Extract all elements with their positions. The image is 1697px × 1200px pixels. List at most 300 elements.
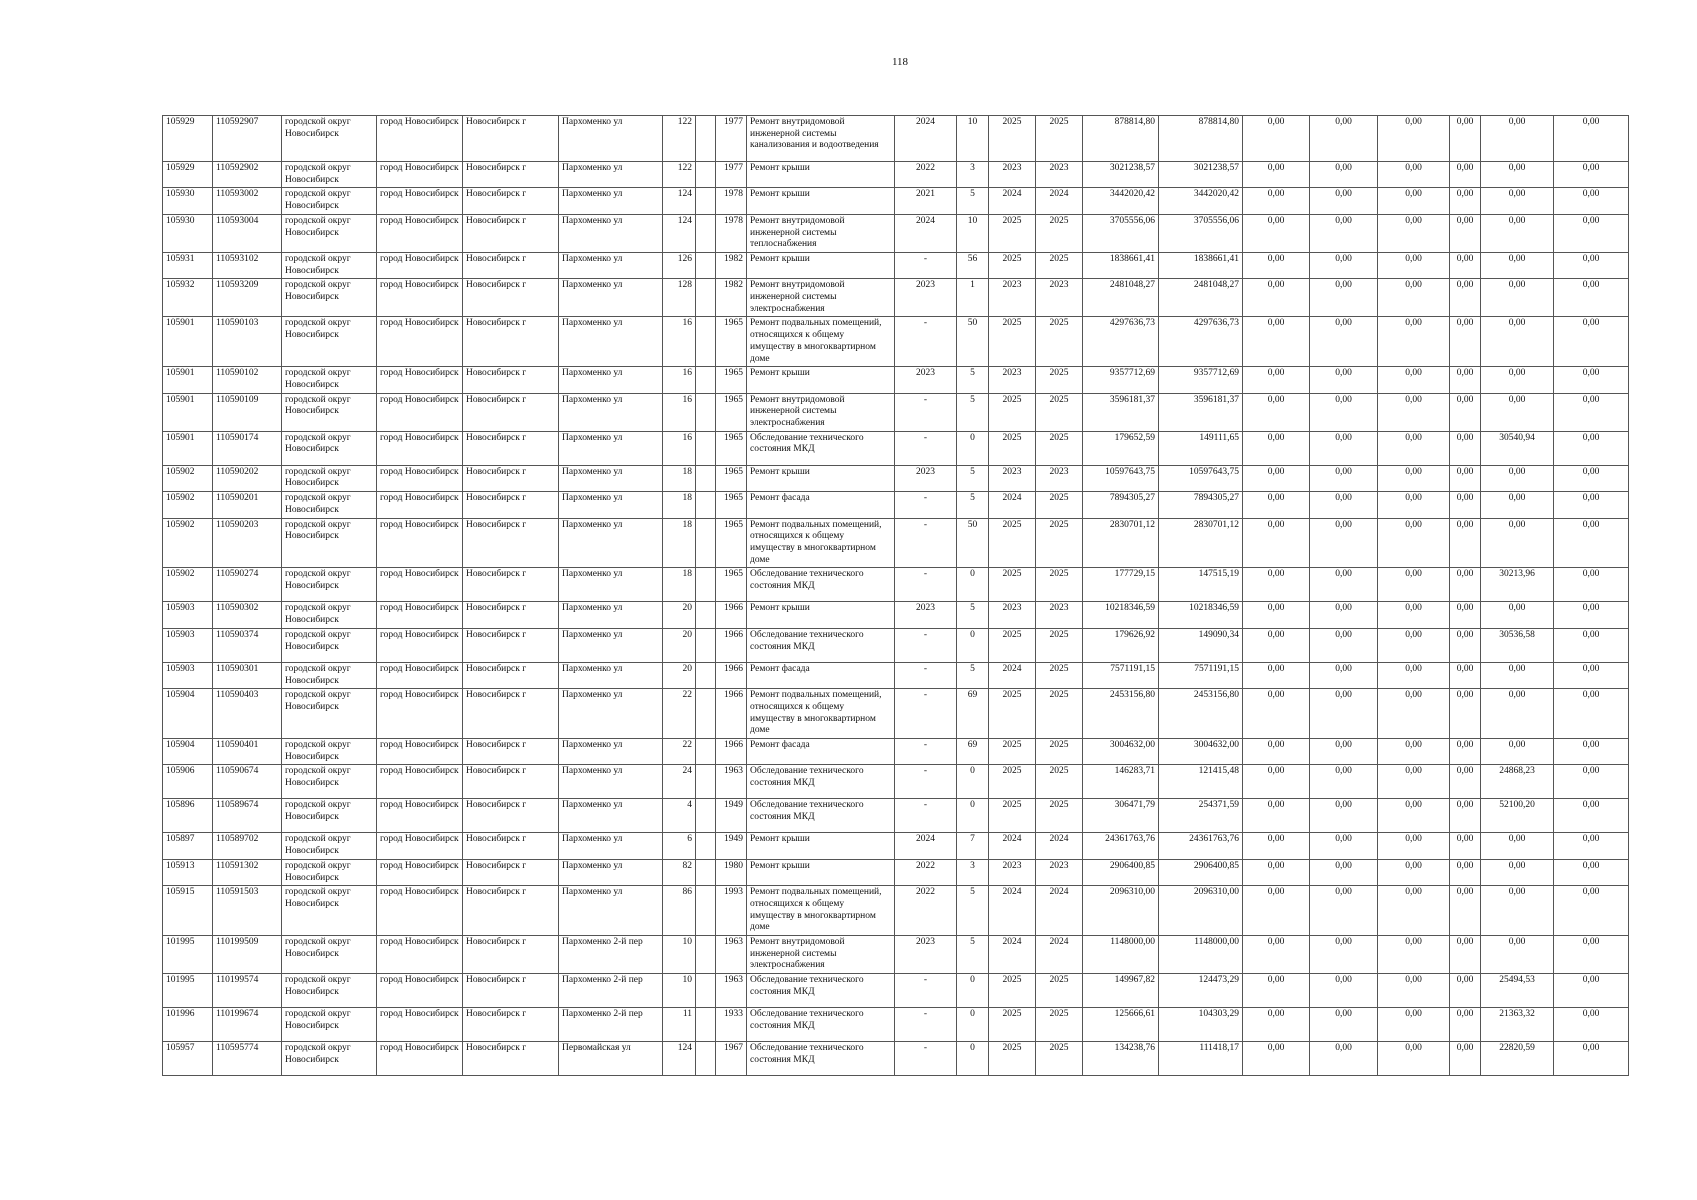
fund-amount-cell: 3004632,00 [1159, 739, 1243, 765]
build-year-cell: 1966 [716, 602, 747, 628]
work-code-cell: 110590102 [213, 367, 282, 393]
amount-col-4-cell: 0,00 [1450, 859, 1481, 885]
work-code-cell: 110590203 [213, 518, 282, 568]
settlement-cell: город Новосибирск [377, 188, 463, 214]
district-cell: городской округ Новосибирск [282, 317, 377, 367]
year-end-cell: 2024 [1036, 188, 1083, 214]
work-type-cell: Обследование технического состояния МКД [747, 765, 895, 799]
city-cell: Новосибирск г [463, 252, 559, 278]
row-id-cell: 105913 [163, 859, 213, 885]
year-start-cell: 2024 [989, 936, 1036, 974]
wear-cell: 5 [957, 886, 989, 936]
amount-col-5-cell: 21363,32 [1481, 1008, 1554, 1042]
year-planned-cell: - [895, 628, 957, 662]
year-end-cell: 2025 [1036, 799, 1083, 833]
work-code-cell: 110593209 [213, 279, 282, 317]
district-cell: городской округ Новосибирск [282, 518, 377, 568]
amount-col-6-cell: 0,00 [1554, 799, 1629, 833]
build-year-cell: 1977 [716, 116, 747, 162]
year-planned-cell: 2023 [895, 602, 957, 628]
blank-cell [696, 162, 716, 188]
city-cell: Новосибирск г [463, 739, 559, 765]
fund-amount-cell: 3442020,42 [1159, 188, 1243, 214]
blank-cell [696, 886, 716, 936]
amount-col-4-cell: 0,00 [1450, 689, 1481, 739]
total-cost-cell: 306471,79 [1083, 799, 1159, 833]
amount-col-2-cell: 0,00 [1310, 568, 1378, 602]
city-cell: Новосибирск г [463, 689, 559, 739]
amount-col-3-cell: 0,00 [1378, 662, 1450, 688]
amount-col-3-cell: 0,00 [1378, 739, 1450, 765]
city-cell: Новосибирск г [463, 1008, 559, 1042]
fund-amount-cell: 3021238,57 [1159, 162, 1243, 188]
table-row [163, 628, 1629, 662]
amount-col-2-cell: 0,00 [1310, 859, 1378, 885]
year-planned-cell: - [895, 689, 957, 739]
table-row [163, 799, 1629, 833]
amount-col-4-cell: 0,00 [1450, 1008, 1481, 1042]
year-start-cell: 2025 [989, 568, 1036, 602]
build-year-cell: 1982 [716, 279, 747, 317]
settlement-cell: город Новосибирск [377, 116, 463, 162]
amount-col-1-cell: 0,00 [1243, 765, 1310, 799]
year-start-cell: 2025 [989, 214, 1036, 252]
amount-col-4-cell: 0,00 [1450, 116, 1481, 162]
table-row [163, 214, 1629, 252]
blank-cell [696, 859, 716, 885]
street-cell: Пархоменко ул [559, 393, 663, 431]
street-cell: Пархоменко ул [559, 739, 663, 765]
amount-col-5-cell: 0,00 [1481, 602, 1554, 628]
table-row [163, 431, 1629, 465]
city-cell: Новосибирск г [463, 1042, 559, 1076]
district-cell: городской округ Новосибирск [282, 568, 377, 602]
wear-cell: 56 [957, 252, 989, 278]
city-cell: Новосибирск г [463, 492, 559, 518]
city-cell: Новосибирск г [463, 662, 559, 688]
house-number-cell: 16 [663, 393, 696, 431]
amount-col-1-cell: 0,00 [1243, 431, 1310, 465]
house-number-cell: 124 [663, 188, 696, 214]
fund-amount-cell: 1838661,41 [1159, 252, 1243, 278]
table-row [163, 859, 1629, 885]
amount-col-2-cell: 0,00 [1310, 116, 1378, 162]
total-cost-cell: 1148000,00 [1083, 936, 1159, 974]
work-type-cell: Обследование технического состояния МКД [747, 431, 895, 465]
work-code-cell: 110590202 [213, 465, 282, 491]
year-start-cell: 2023 [989, 279, 1036, 317]
table-row [163, 317, 1629, 367]
district-cell: городской округ Новосибирск [282, 936, 377, 974]
amount-col-1-cell: 0,00 [1243, 739, 1310, 765]
table-row [163, 518, 1629, 568]
amount-col-3-cell: 0,00 [1378, 799, 1450, 833]
house-number-cell: 16 [663, 317, 696, 367]
work-code-cell: 110590109 [213, 393, 282, 431]
build-year-cell: 1963 [716, 936, 747, 974]
amount-col-5-cell: 0,00 [1481, 279, 1554, 317]
district-cell: городской округ Новосибирск [282, 886, 377, 936]
amount-col-3-cell: 0,00 [1378, 492, 1450, 518]
build-year-cell: 1949 [716, 799, 747, 833]
settlement-cell: город Новосибирск [377, 974, 463, 1008]
amount-col-6-cell: 0,00 [1554, 252, 1629, 278]
amount-col-4-cell: 0,00 [1450, 799, 1481, 833]
amount-col-3-cell: 0,00 [1378, 518, 1450, 568]
house-number-cell: 24 [663, 765, 696, 799]
fund-amount-cell: 3596181,37 [1159, 393, 1243, 431]
wear-cell: 69 [957, 689, 989, 739]
amount-col-6-cell: 0,00 [1554, 367, 1629, 393]
total-cost-cell: 3596181,37 [1083, 393, 1159, 431]
year-start-cell: 2023 [989, 367, 1036, 393]
row-id-cell: 105915 [163, 886, 213, 936]
year-start-cell: 2025 [989, 1042, 1036, 1076]
amount-col-1-cell: 0,00 [1243, 518, 1310, 568]
amount-col-2-cell: 0,00 [1310, 739, 1378, 765]
street-cell: Пархоменко ул [559, 252, 663, 278]
amount-col-6-cell: 0,00 [1554, 317, 1629, 367]
fund-amount-cell: 121415,48 [1159, 765, 1243, 799]
work-code-cell: 110592902 [213, 162, 282, 188]
row-id-cell: 105904 [163, 739, 213, 765]
year-start-cell: 2023 [989, 465, 1036, 491]
amount-col-6-cell: 0,00 [1554, 689, 1629, 739]
amount-col-3-cell: 0,00 [1378, 936, 1450, 974]
amount-col-3-cell: 0,00 [1378, 568, 1450, 602]
settlement-cell: город Новосибирск [377, 765, 463, 799]
amount-col-6-cell: 0,00 [1554, 833, 1629, 859]
wear-cell: 1 [957, 279, 989, 317]
year-end-cell: 2025 [1036, 492, 1083, 518]
amount-col-2-cell: 0,00 [1310, 1042, 1378, 1076]
fund-amount-cell: 104303,29 [1159, 1008, 1243, 1042]
row-id-cell: 101995 [163, 974, 213, 1008]
table-row [163, 188, 1629, 214]
total-cost-cell: 2906400,85 [1083, 859, 1159, 885]
year-start-cell: 2025 [989, 518, 1036, 568]
row-id-cell: 105929 [163, 162, 213, 188]
row-id-cell: 105903 [163, 662, 213, 688]
year-start-cell: 2025 [989, 799, 1036, 833]
house-number-cell: 20 [663, 662, 696, 688]
amount-col-4-cell: 0,00 [1450, 431, 1481, 465]
amount-col-4-cell: 0,00 [1450, 568, 1481, 602]
settlement-cell: город Новосибирск [377, 431, 463, 465]
amount-col-2-cell: 0,00 [1310, 367, 1378, 393]
blank-cell [696, 602, 716, 628]
city-cell: Новосибирск г [463, 162, 559, 188]
wear-cell: 5 [957, 492, 989, 518]
house-number-cell: 20 [663, 602, 696, 628]
house-number-cell: 128 [663, 279, 696, 317]
amount-col-4-cell: 0,00 [1450, 974, 1481, 1008]
house-number-cell: 126 [663, 252, 696, 278]
work-type-cell: Ремонт подвальных помещений, относящихся к общему имуществу в многоквартирном доме [747, 317, 895, 367]
table-row [163, 568, 1629, 602]
amount-col-1-cell: 0,00 [1243, 492, 1310, 518]
table-row [163, 886, 1629, 936]
build-year-cell: 1978 [716, 214, 747, 252]
city-cell: Новосибирск г [463, 279, 559, 317]
amount-col-2-cell: 0,00 [1310, 518, 1378, 568]
city-cell: Новосибирск г [463, 628, 559, 662]
total-cost-cell: 2830701,12 [1083, 518, 1159, 568]
work-type-cell: Обследование технического состояния МКД [747, 1042, 895, 1076]
build-year-cell: 1966 [716, 662, 747, 688]
district-cell: городской округ Новосибирск [282, 833, 377, 859]
wear-cell: 10 [957, 116, 989, 162]
build-year-cell: 1965 [716, 518, 747, 568]
work-type-cell: Ремонт фасада [747, 662, 895, 688]
year-planned-cell: - [895, 1042, 957, 1076]
amount-col-6-cell: 0,00 [1554, 188, 1629, 214]
year-planned-cell: - [895, 662, 957, 688]
amount-col-3-cell: 0,00 [1378, 188, 1450, 214]
amount-col-4-cell: 0,00 [1450, 252, 1481, 278]
table-row [163, 367, 1629, 393]
settlement-cell: город Новосибирск [377, 492, 463, 518]
amount-col-1-cell: 0,00 [1243, 465, 1310, 491]
street-cell: Пархоменко ул [559, 662, 663, 688]
amount-col-2-cell: 0,00 [1310, 628, 1378, 662]
build-year-cell: 1965 [716, 465, 747, 491]
settlement-cell: город Новосибирск [377, 799, 463, 833]
district-cell: городской округ Новосибирск [282, 492, 377, 518]
district-cell: городской округ Новосибирск [282, 689, 377, 739]
fund-amount-cell: 878814,80 [1159, 116, 1243, 162]
house-number-cell: 18 [663, 568, 696, 602]
work-code-cell: 110595774 [213, 1042, 282, 1076]
district-cell: городской округ Новосибирск [282, 602, 377, 628]
house-number-cell: 124 [663, 1042, 696, 1076]
amount-col-1-cell: 0,00 [1243, 886, 1310, 936]
amount-col-5-cell: 0,00 [1481, 252, 1554, 278]
blank-cell [696, 833, 716, 859]
amount-col-3-cell: 0,00 [1378, 974, 1450, 1008]
table-row [163, 116, 1629, 162]
year-end-cell: 2025 [1036, 1008, 1083, 1042]
district-cell: городской округ Новосибирск [282, 739, 377, 765]
work-code-cell: 110593002 [213, 188, 282, 214]
work-type-cell: Ремонт фасада [747, 739, 895, 765]
year-start-cell: 2024 [989, 886, 1036, 936]
amount-col-6-cell: 0,00 [1554, 162, 1629, 188]
year-planned-cell: 2023 [895, 465, 957, 491]
amount-col-1-cell: 0,00 [1243, 799, 1310, 833]
table-row [163, 974, 1629, 1008]
house-number-cell: 10 [663, 974, 696, 1008]
total-cost-cell: 2481048,27 [1083, 279, 1159, 317]
settlement-cell: город Новосибирск [377, 1042, 463, 1076]
settlement-cell: город Новосибирск [377, 662, 463, 688]
amount-col-6-cell: 0,00 [1554, 568, 1629, 602]
table-row [163, 162, 1629, 188]
amount-col-2-cell: 0,00 [1310, 886, 1378, 936]
amount-col-4-cell: 0,00 [1450, 367, 1481, 393]
build-year-cell: 1967 [716, 1042, 747, 1076]
year-end-cell: 2025 [1036, 367, 1083, 393]
amount-col-5-cell: 30540,94 [1481, 431, 1554, 465]
row-id-cell: 105904 [163, 689, 213, 739]
house-number-cell: 18 [663, 492, 696, 518]
year-planned-cell: 2023 [895, 367, 957, 393]
amount-col-1-cell: 0,00 [1243, 214, 1310, 252]
settlement-cell: город Новосибирск [377, 252, 463, 278]
build-year-cell: 1993 [716, 886, 747, 936]
amount-col-2-cell: 0,00 [1310, 689, 1378, 739]
year-start-cell: 2025 [989, 431, 1036, 465]
house-number-cell: 11 [663, 1008, 696, 1042]
city-cell: Новосибирск г [463, 214, 559, 252]
house-number-cell: 6 [663, 833, 696, 859]
amount-col-1-cell: 0,00 [1243, 367, 1310, 393]
amount-col-2-cell: 0,00 [1310, 936, 1378, 974]
year-planned-cell: - [895, 492, 957, 518]
amount-col-4-cell: 0,00 [1450, 602, 1481, 628]
wear-cell: 0 [957, 568, 989, 602]
year-start-cell: 2025 [989, 116, 1036, 162]
blank-cell [696, 116, 716, 162]
amount-col-6-cell: 0,00 [1554, 431, 1629, 465]
year-planned-cell: - [895, 568, 957, 602]
amount-col-5-cell: 0,00 [1481, 492, 1554, 518]
total-cost-cell: 4297636,73 [1083, 317, 1159, 367]
city-cell: Новосибирск г [463, 886, 559, 936]
year-end-cell: 2025 [1036, 116, 1083, 162]
amount-col-3-cell: 0,00 [1378, 833, 1450, 859]
amount-col-3-cell: 0,00 [1378, 393, 1450, 431]
amount-col-5-cell: 0,00 [1481, 518, 1554, 568]
row-id-cell: 105896 [163, 799, 213, 833]
district-cell: городской округ Новосибирск [282, 188, 377, 214]
street-cell: Пархоменко ул [559, 367, 663, 393]
fund-amount-cell: 10218346,59 [1159, 602, 1243, 628]
year-end-cell: 2025 [1036, 662, 1083, 688]
row-id-cell: 105902 [163, 518, 213, 568]
year-planned-cell: 2022 [895, 162, 957, 188]
blank-cell [696, 188, 716, 214]
settlement-cell: город Новосибирск [377, 628, 463, 662]
wear-cell: 50 [957, 317, 989, 367]
settlement-cell: город Новосибирск [377, 602, 463, 628]
street-cell: Пархоменко ул [559, 162, 663, 188]
amount-col-5-cell: 0,00 [1481, 214, 1554, 252]
amount-col-3-cell: 0,00 [1378, 689, 1450, 739]
amount-col-6-cell: 0,00 [1554, 602, 1629, 628]
build-year-cell: 1978 [716, 188, 747, 214]
district-cell: городской округ Новосибирск [282, 431, 377, 465]
year-end-cell: 2025 [1036, 518, 1083, 568]
street-cell: Пархоменко ул [559, 317, 663, 367]
amount-col-3-cell: 0,00 [1378, 317, 1450, 367]
amount-col-6-cell: 0,00 [1554, 279, 1629, 317]
settlement-cell: город Новосибирск [377, 833, 463, 859]
year-end-cell: 2025 [1036, 1042, 1083, 1076]
amount-col-1-cell: 0,00 [1243, 188, 1310, 214]
amount-col-5-cell: 0,00 [1481, 936, 1554, 974]
street-cell: Пархоменко ул [559, 799, 663, 833]
work-type-cell: Обследование технического состояния МКД [747, 974, 895, 1008]
page-number: 118 [891, 56, 909, 68]
year-start-cell: 2025 [989, 1008, 1036, 1042]
amount-col-2-cell: 0,00 [1310, 317, 1378, 367]
fund-amount-cell: 10597643,75 [1159, 465, 1243, 491]
fund-amount-cell: 254371,59 [1159, 799, 1243, 833]
wear-cell: 0 [957, 799, 989, 833]
amount-col-2-cell: 0,00 [1310, 602, 1378, 628]
blank-cell [696, 1008, 716, 1042]
amount-col-3-cell: 0,00 [1378, 252, 1450, 278]
year-end-cell: 2024 [1036, 886, 1083, 936]
settlement-cell: город Новосибирск [377, 214, 463, 252]
year-planned-cell: 2022 [895, 886, 957, 936]
work-code-cell: 110591302 [213, 859, 282, 885]
amount-col-3-cell: 0,00 [1378, 602, 1450, 628]
blank-cell [696, 431, 716, 465]
street-cell: Пархоменко ул [559, 689, 663, 739]
city-cell: Новосибирск г [463, 859, 559, 885]
amount-col-1-cell: 0,00 [1243, 602, 1310, 628]
row-id-cell: 105901 [163, 367, 213, 393]
total-cost-cell: 134238,76 [1083, 1042, 1159, 1076]
amount-col-4-cell: 0,00 [1450, 188, 1481, 214]
settlement-cell: город Новосибирск [377, 279, 463, 317]
city-cell: Новосибирск г [463, 833, 559, 859]
year-planned-cell: - [895, 431, 957, 465]
amount-col-6-cell: 0,00 [1554, 518, 1629, 568]
amount-col-1-cell: 0,00 [1243, 628, 1310, 662]
year-planned-cell: 2024 [895, 116, 957, 162]
wear-cell: 69 [957, 739, 989, 765]
year-end-cell: 2023 [1036, 602, 1083, 628]
settlement-cell: город Новосибирск [377, 859, 463, 885]
total-cost-cell: 125666,61 [1083, 1008, 1159, 1042]
street-cell: Пархоменко ул [559, 431, 663, 465]
build-year-cell: 1965 [716, 317, 747, 367]
amount-col-1-cell: 0,00 [1243, 317, 1310, 367]
year-end-cell: 2025 [1036, 568, 1083, 602]
amount-col-5-cell: 30213,96 [1481, 568, 1554, 602]
street-cell: Пархоменко ул [559, 214, 663, 252]
amount-col-5-cell: 0,00 [1481, 367, 1554, 393]
amount-col-2-cell: 0,00 [1310, 431, 1378, 465]
amount-col-1-cell: 0,00 [1243, 689, 1310, 739]
amount-col-4-cell: 0,00 [1450, 279, 1481, 317]
row-id-cell: 105906 [163, 765, 213, 799]
table-row [163, 662, 1629, 688]
work-code-cell: 110593102 [213, 252, 282, 278]
amount-col-5-cell: 0,00 [1481, 833, 1554, 859]
row-id-cell: 105903 [163, 602, 213, 628]
amount-col-4-cell: 0,00 [1450, 936, 1481, 974]
total-cost-cell: 146283,71 [1083, 765, 1159, 799]
build-year-cell: 1966 [716, 689, 747, 739]
build-year-cell: 1965 [716, 367, 747, 393]
amount-col-5-cell: 0,00 [1481, 662, 1554, 688]
build-year-cell: 1977 [716, 162, 747, 188]
blank-cell [696, 974, 716, 1008]
amount-col-5-cell: 0,00 [1481, 162, 1554, 188]
amount-col-3-cell: 0,00 [1378, 1042, 1450, 1076]
row-id-cell: 105930 [163, 188, 213, 214]
house-number-cell: 122 [663, 116, 696, 162]
total-cost-cell: 149967,82 [1083, 974, 1159, 1008]
table-row [163, 252, 1629, 278]
year-end-cell: 2023 [1036, 859, 1083, 885]
wear-cell: 5 [957, 465, 989, 491]
row-id-cell: 105902 [163, 492, 213, 518]
